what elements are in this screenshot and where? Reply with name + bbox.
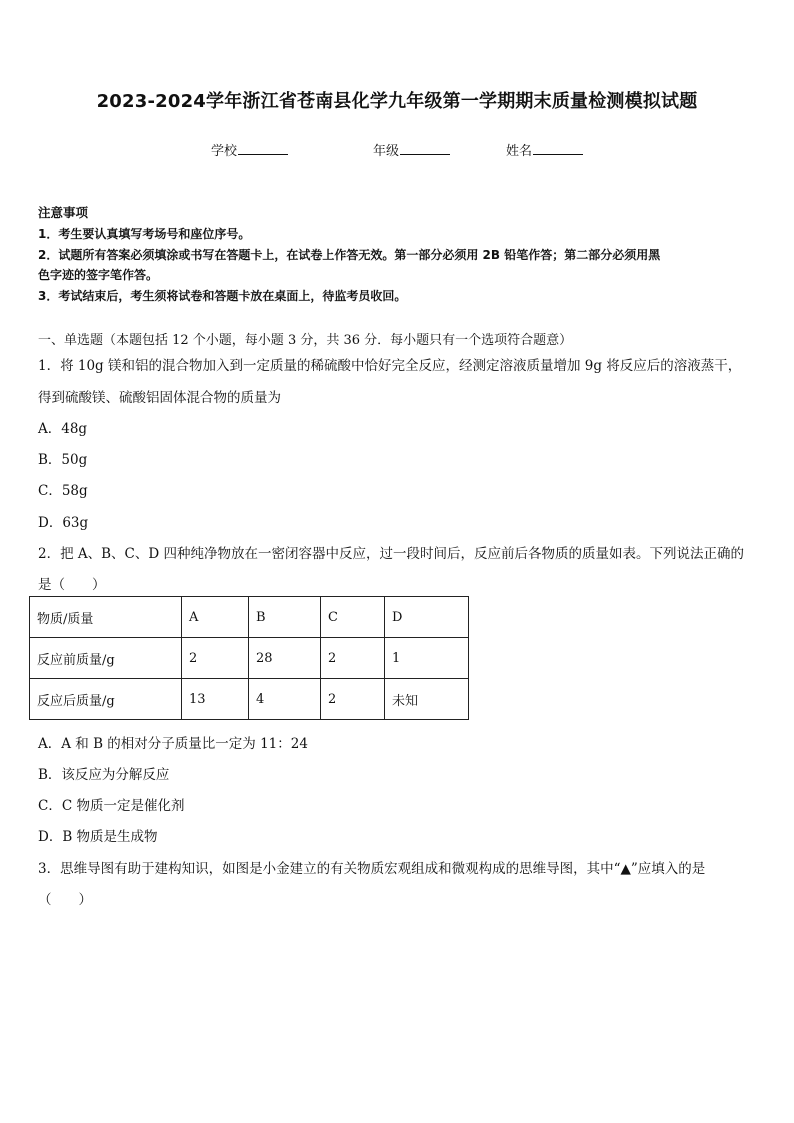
question-2-option-b: B．该反应为分解反应 [38,767,170,783]
table-cell: 1 [385,638,469,679]
table-cell: 2 [182,638,249,679]
school-label: 学校 [211,144,238,159]
table-row [30,679,469,720]
page-title: 2023-2024学年浙江省苍南县化学九年级第一学期期末质量检测模拟试题 [96,91,698,112]
question-1-stem-cont: 得到硫酸镁、硫酸铝固体混合物的质量为 [38,390,281,406]
notice-item: 3．考试结束后，考生须将试卷和答题卡放在桌面上，待监考员收回。 [38,289,407,303]
name-blank [533,142,583,155]
question-1-option-c: C．58g [38,483,88,499]
name-field [506,140,583,159]
question-2-stem-cont: 是（ ） [38,577,106,593]
table-header-row [30,597,469,638]
notice-item: 1．考生要认真填写考场号和座位序号。 [38,227,251,241]
table-cell: 反应后质量/g [30,679,182,720]
table-header-cell: B [249,597,321,638]
table-cell: 13 [182,679,249,720]
question-2-option-d: D．B 物质是生成物 [38,829,158,845]
table-header-cell: D [385,597,469,638]
question-3-stem-cont: （ ） [38,892,92,908]
table-header-cell: 物质/质量 [30,597,182,638]
school-blank [238,142,288,155]
mass-table [29,596,469,720]
grade-label: 年级 [373,144,400,159]
table-cell: 2 [321,679,385,720]
notice-item: 2．试题所有答案必须填涂或书写在答题卡上，在试卷上作答无效。第一部分必须用 2B 铅笔作答；第二部分必须用黑 [38,248,661,262]
question-1-option-a: A．48g [38,421,88,437]
table-cell: 未知 [385,679,469,720]
table-header-cell: C [321,597,385,638]
question-1-option-d: D．63g [38,515,89,531]
notice-item: 色字迹的签字笔作答。 [38,268,159,282]
table-row [30,638,469,679]
table-cell: 2 [321,638,385,679]
table-cell: 28 [249,638,321,679]
notice-heading: 注意事项 [38,205,89,220]
table-cell: 反应前质量/g [30,638,182,679]
question-1-stem: 1．将 10g 镁和铝的混合物加入到一定质量的稀硫酸中恰好完全反应，经测定溶液质量增加 9g 将反应后的溶液蒸干， [38,358,742,374]
name-label: 姓名 [506,144,533,159]
table-header-cell: A [182,597,249,638]
section-heading: 一、单选题（本题包括 12 个小题，每小题 3 分，共 36 分．每小题只有一个选项符合题意） [38,333,573,348]
question-3-stem: 3．思维导图有助于建构知识，如图是小金建立的有关物质宏观组成和微观构成的思维导图，其中“▲”应填入的是 [38,861,706,877]
question-2-stem: 2．把 A、B、C、D 四种纯净物放在一密闭容器中反应，过一段时间后，反应前后各物质的质量如表。下列说法正确的 [38,546,744,562]
question-2-option-c: C．C 物质一定是催化剂 [38,798,185,814]
grade-blank [400,142,450,155]
table-cell: 4 [249,679,321,720]
question-2-option-a: A．A 和 B 的相对分子质量比一定为 11：24 [38,736,308,752]
question-1-option-b: B．50g [38,452,88,468]
school-field [211,140,288,159]
grade-field [373,140,450,159]
